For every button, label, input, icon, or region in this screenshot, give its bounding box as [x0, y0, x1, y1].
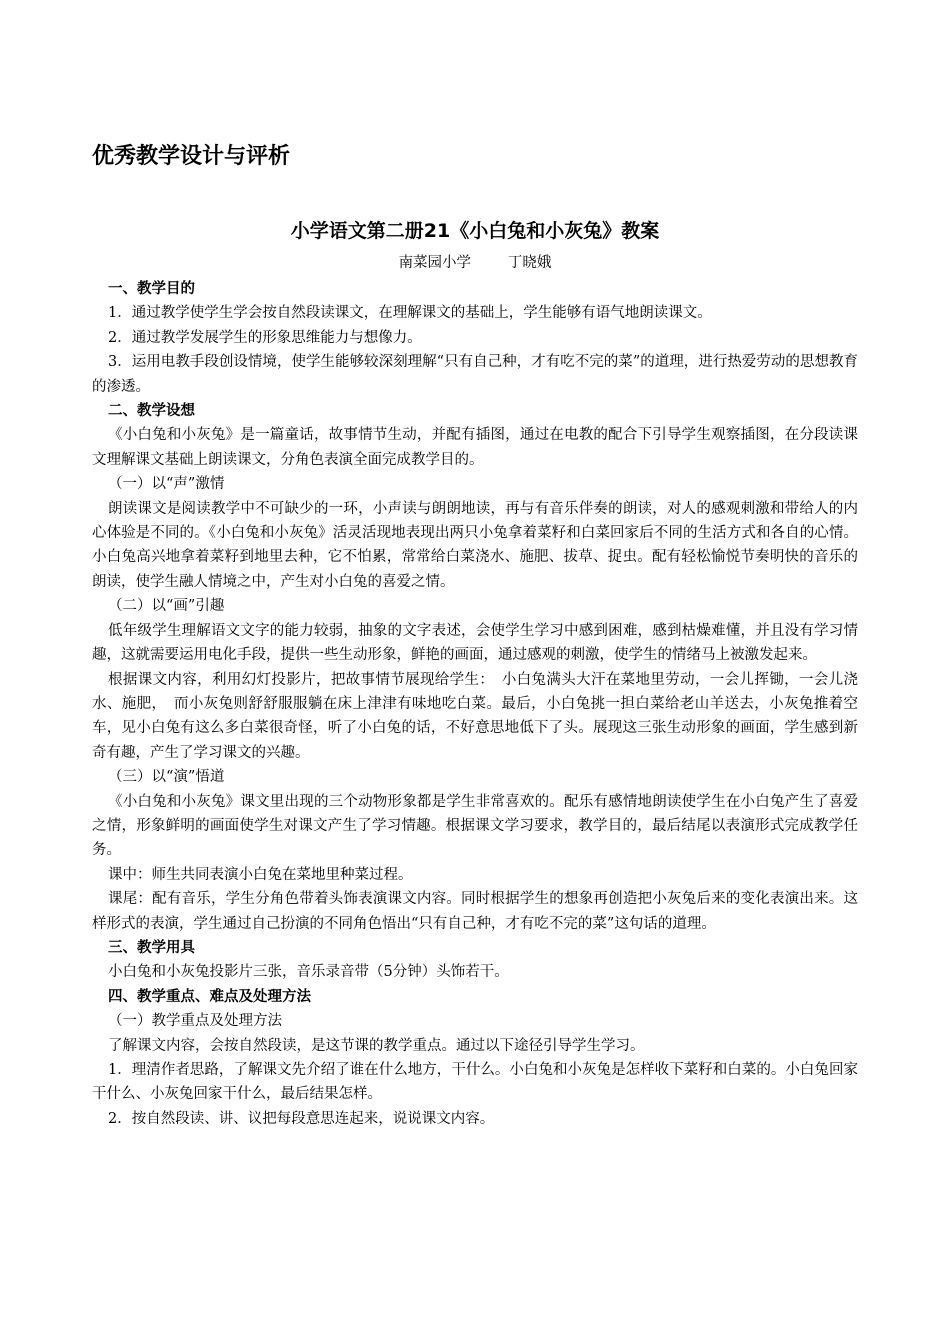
performance-paragraph-1: 《小白兔和小灰兔》课文里出现的三个动物形象都是学生非常喜欢的。配乐有感情地朗读使学生在小白兔产生了喜爱之情，形象鲜明的画面使学生对课文产生了学习情趣。根据课文学习要求，教学目的，最后结尾以表演形式完成教学任务。	[92, 793, 858, 859]
key-points-item-1: 1．理清作者思路，了解课文先介绍了谁在什么地方，干什么。小白兔和小灰兔是怎样收下菜籽和白菜的。小白兔回家干什么、小灰兔回家干什么，最后结果怎样。	[92, 1062, 858, 1103]
document-body	[92, 277, 858, 1131]
design-intro-paragraph: 《小白兔和小灰兔》是一篇童话，故事情节生动，并配有插图，通过在电教的配合下引导学生观察插图，在分段读课文理解课文基础上朗读课文，分角色表演全面完成教学目的。	[92, 427, 858, 468]
objective-item-1: 1．通过教学使学生学会按自然段读课文，在理解课文的基础上，学生能够有语气地朗读课文。	[108, 305, 712, 322]
picture-paragraph-2: 根据课文内容，利用幻灯投影片，把故事情节展现给学生： 小白兔满头大汗在菜地里劳动，一会儿挥锄，一会儿浇水、施肥， 而小灰兔则舒舒服服躺在床上津津有味地吃白菜。最后，小白兔挑一担白菜给老山羊送去，小灰兔推着空车，见小白兔有这么多白菜很奇怪，听了小白兔的话，不好意思地低下了头。展现这三张生动形象的画面，学生感到新奇有趣，产生了学习课文的兴趣。	[92, 671, 858, 761]
sound-paragraph: 朗读课文是阅读教学中不可缺少的一环，小声读与朗朗地读，再与有音乐伴奏的朗读，对人的感观刺激和带给人的内心体验是不同的。《小白兔和小灰兔》活灵活现地表现出两只小兔拿着菜籽和白菜回家后不同的生活方式和各自的心情。小白兔高兴地拿着菜籽到地里去种，它不怕累，常常给白菜浇水、施肥、拔草、捉虫。配有轻松愉悦节奏明快的音乐的朗读，使学生融人情境之中，产生对小白兔的喜爱之情。	[92, 500, 858, 590]
subheading-performance: （三）以“演”悟道	[108, 769, 225, 786]
key-points-paragraph: 了解课文内容，会按自然段读，是这节课的教学重点。通过以下途径引导学生学习。	[108, 1037, 645, 1054]
performance-paragraph-3: 课尾：配有音乐，学生分角色带着头饰表演课文内容。同时根据学生的想象再创造把小灰兔后来的变化表演出来。这样形式的表演，学生通过自己扮演的不同角色悟出“只有自己种，才有吃不完的菜”这句话的道理。	[92, 891, 858, 932]
section-heading-design: 二、教学设想	[108, 403, 195, 420]
key-points-item-2: 2．按自然段读、讲、议把每段意思连起来，说说课文内容。	[108, 1110, 495, 1127]
subheading-key-points: （一）教学重点及处理方法	[108, 1013, 282, 1030]
document-title: 小学语文第二册21《小白兔和小灰兔》教案	[290, 220, 660, 242]
objective-item-2: 2．通过教学发展学生的形象思维能力与想像力。	[108, 329, 422, 346]
section-heading-materials: 三、教学用具	[108, 939, 195, 956]
section-heading-key-points: 四、教学重点、难点及处理方法	[108, 988, 311, 1005]
picture-paragraph-1: 低年级学生理解语文文字的能力较弱，抽象的文字表述，会使学生学习中感到困难，感到枯燥难懂，并且没有学习情趣，这就需要运用电化手段，提供一些生动形象，鲜艳的画面，通过感观的刺激，使学生的情绪马上被激发起来。	[92, 622, 858, 664]
author-byline: 南菜园小学 丁晓娥	[398, 255, 552, 271]
materials-paragraph: 小白兔和小灰兔投影片三张，音乐录音带（5分钟）头饰若干。	[108, 964, 509, 981]
objective-item-3: 3．运用电教手段创设情境，使学生能够较深刻理解“只有自己种，才有吃不完的菜”的道理，进行热爱劳动的思想教育的渗透。	[92, 354, 858, 395]
subheading-sound: （一）以“声”激情	[108, 476, 225, 493]
section-heading-objectives: 一、教学目的	[108, 281, 195, 297]
performance-paragraph-2: 课中：师生共同表演小白兔在菜地里种菜过程。	[108, 866, 413, 883]
subheading-picture: （二）以“画”引趣	[108, 598, 225, 615]
top-heading: 优秀教学设计与评析	[92, 144, 291, 169]
